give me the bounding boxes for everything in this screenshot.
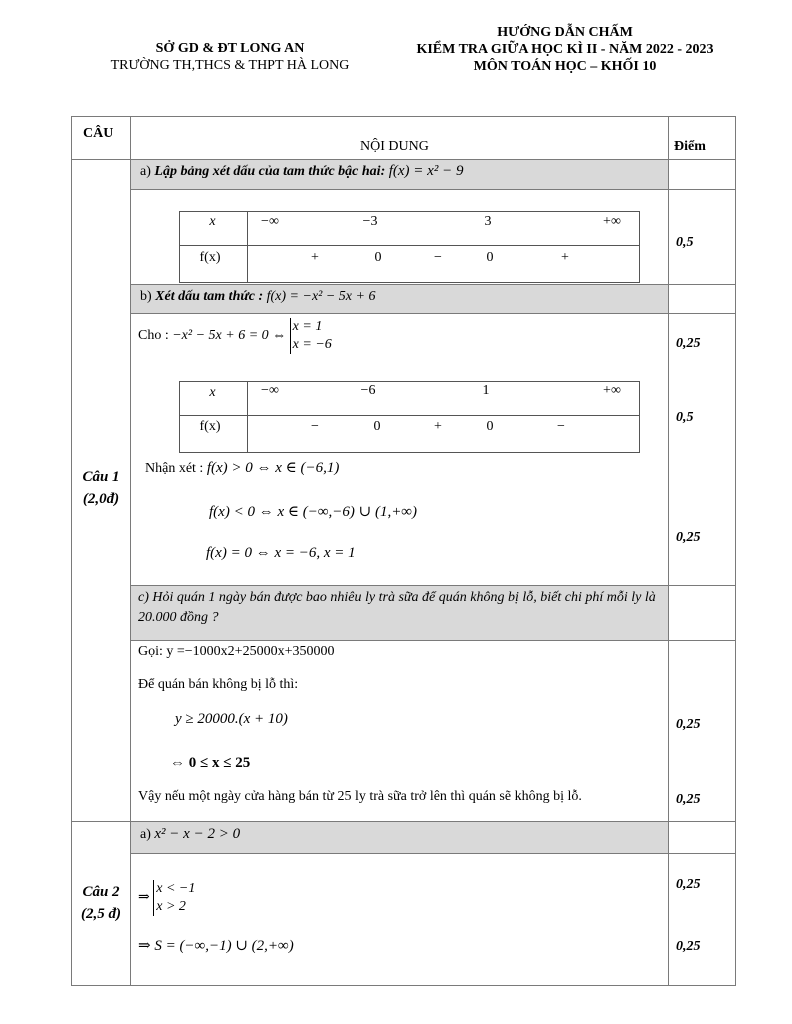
equation-1b: Cho : −x² − 5x + 6 = 0 ⇔ x = 1 x = −6 [138,319,332,352]
table-1b-root-1: −6 [360,383,376,398]
table-1a-sign-2: − [434,250,442,265]
question-1-title: Câu 1 [82,469,120,485]
table-1b-sign-3: − [557,419,565,434]
table-1a-root-1: −3 [362,214,378,229]
section-2a-title: a) x² − x − 2 > 0 [140,826,241,842]
header-left [80,40,380,75]
table-1a-zero-2: 0 [486,250,494,265]
score-1b-1: 0,25 [676,336,701,351]
table-1b-zero-2: 0 [486,419,494,434]
document-title: HƯỚNG DẪN CHẤM [497,25,633,40]
score-2-2: 0,25 [676,939,701,954]
header-right [385,24,745,75]
table-1b-sign-2: + [434,419,442,434]
column-header-noi-dung: NỘI DUNG [360,139,429,154]
solution-bracket-2: x < −1 x > 2 [153,880,195,916]
function-1a: f(x) = x² − 9 [388,163,464,179]
table-1a-sign-1: + [311,250,319,265]
part-1c-result: ⇔ 0 ≤ x ≤ 25 [170,755,251,771]
table-1b-neg-inf: −∞ [261,383,279,398]
score-2-1: 0,25 [676,877,701,892]
question-2-title: Câu 2 [82,884,120,900]
table-1a-neg-inf: −∞ [261,214,279,229]
table-1a-pos-inf: +∞ [603,214,621,229]
part-1c-let: Gọi: y =−1000x2+25000x+350000 [138,644,335,659]
section-1b-title: b) Xét dấu tam thức : f(x) = −x² − 5x + 6 [140,289,376,304]
section-1a-title: a) Lập bảng xét dấu của tam thức bậc hai: f(x) = x² − 9 [140,163,464,179]
question-1-points: (2,0đ) [82,491,120,507]
part-1c-condition: Để quán bán không bị lỗ thì: [138,677,299,692]
section-1c-title: c) Hỏi quán 1 ngày bán được bao nhiêu ly trà sữa để quán không bị lỗ, biết chi phí mỗi ly là 20.000 đồng ? [138,590,656,625]
department-name: SỞ GD & ĐT LONG AN [155,41,305,56]
score-1c-2: 0,25 [676,792,701,807]
part-1c-conclusion: Vậy nếu một ngày cửa hàng bán từ 25 ly trà sữa trở lên thì quán sẽ không bị lỗ. [138,789,582,804]
table-1b-zero-1: 0 [373,419,381,434]
score-1b-2: 0,5 [676,410,694,425]
school-name: TRƯỜNG TH,THCS & THPT HÀ LONG [110,58,350,73]
score-1b-3: 0,25 [676,530,701,545]
subject-name: MÔN TOÁN HỌC – KHỐI 10 [473,59,657,74]
table-1a-zero-1: 0 [374,250,382,265]
part-1c-inequality: y ≥ 20000.(x + 10) [175,711,288,727]
solution-bracket-1b: x = 1 x = −6 [290,318,332,354]
table-1b-root-2: 1 [482,383,490,398]
table-1b-x-label: x [209,385,216,400]
column-header-diem: Điểm [674,139,706,154]
question-2-solution-set: ⇒ S = (−∞,−1) ∪ (2,+∞) [138,938,294,954]
question-1-label [72,466,130,510]
table-1a-root-2: 3 [484,214,492,229]
question-2-points: (2,5 đ) [81,906,121,922]
remark-line-1: Nhận xét : f(x) > 0 ⇔ x ∈ (−6,1) [145,460,340,476]
score-1c-1: 0,25 [676,717,701,732]
table-1b-fx-label: f(x) [199,419,221,434]
column-header-cau: CÂU [83,126,114,141]
table-1a-fx-label: f(x) [199,250,221,265]
question-2-label [72,881,130,925]
remark-line-3: f(x) = 0 ⇔ x = −6, x = 1 [206,545,356,561]
table-1a-x-label: x [209,214,216,229]
function-1b: f(x) = −x² − 5x + 6 [266,289,376,304]
score-1a: 0,5 [676,235,694,250]
table-1b-pos-inf: +∞ [603,383,621,398]
remark-line-2: f(x) < 0 ⇔ x ∈ (−∞,−6) ∪ (1,+∞) [209,504,418,520]
exam-name: KIỂM TRA GIỮA HỌC KÌ II - NĂM 2022 - 2023 [416,42,714,57]
table-1b-sign-1: − [311,419,319,434]
table-1a-sign-3: + [561,250,569,265]
question-2-solution: ⇒ x < −1 x > 2 [138,881,196,914]
